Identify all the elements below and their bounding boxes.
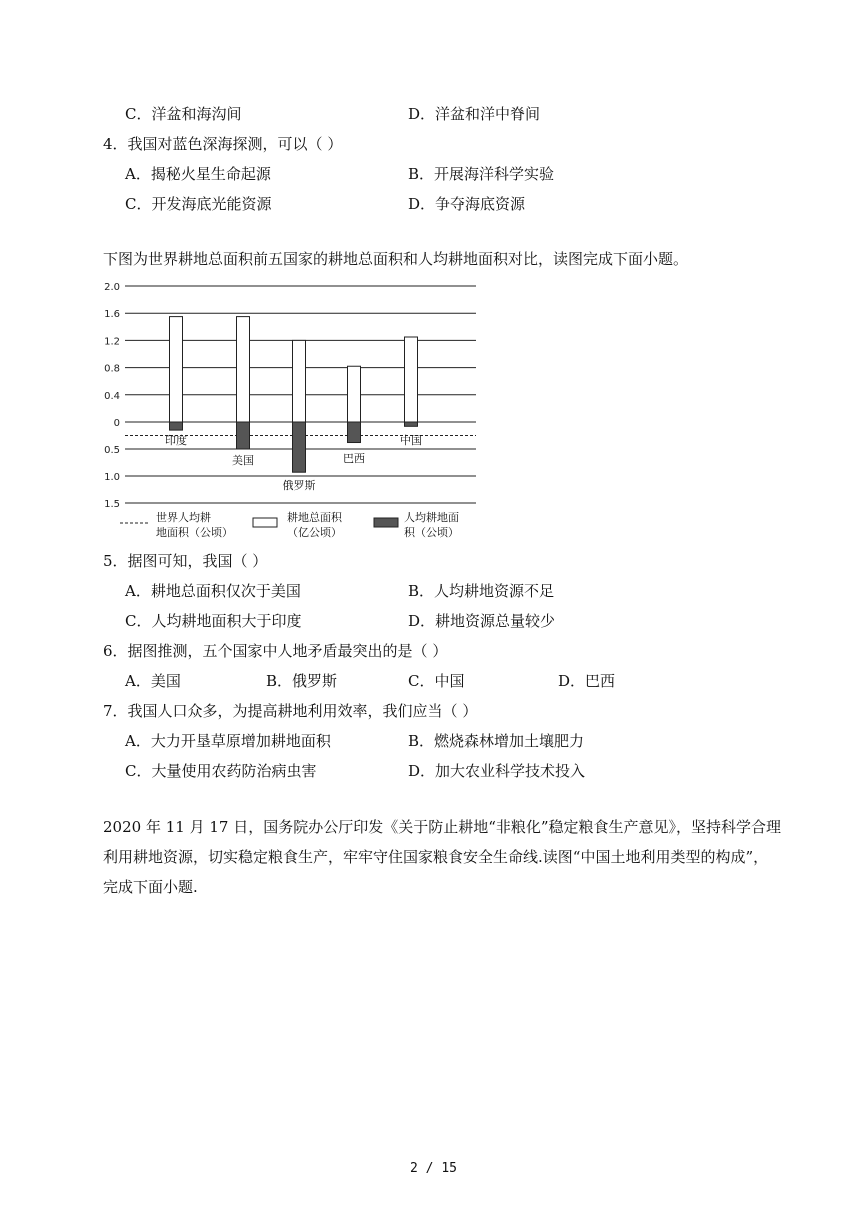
legend-label: 世界人均耕 (156, 511, 211, 524)
bar-total-1 (237, 317, 250, 422)
q5-option-d: D．耕地资源总量较少 (408, 612, 556, 630)
tick-label: 1.2 (104, 336, 120, 348)
legend-label: 人均耕地面 (404, 511, 459, 524)
tick-label: 1.6 (104, 309, 120, 321)
bar-total-2 (293, 340, 306, 422)
tick-label: 2.0 (104, 282, 120, 293)
q5-option-b: B．人均耕地资源不足 (408, 582, 555, 600)
category-label: 印度 (165, 434, 187, 447)
q6-option-a: A．美国 (125, 672, 181, 690)
q7-stem: 7．我国人口众多，为提高耕地利用效率，我们应当（ ） (103, 702, 478, 720)
bar-per-capita-2 (293, 422, 306, 472)
legend-label: 地面积（公顷） (156, 526, 233, 539)
bar-per-capita-4 (405, 422, 418, 426)
q6-option-b: B．俄罗斯 (266, 672, 338, 690)
q3-option-d: D．洋盆和洋中脊间 (408, 105, 541, 123)
page-number: 2 / 15 (410, 1161, 457, 1176)
tick-label: 0.5 (104, 445, 120, 456)
q7-option-c: C．大量使用农药防治病虫害 (125, 762, 317, 780)
legend-total-swatch (253, 518, 277, 527)
legend-label: 积（公顷） (404, 526, 459, 539)
bar-total-3 (348, 366, 361, 422)
tick-label: 1.0 (104, 472, 120, 483)
q6-stem: 6．据图推测，五个国家中人地矛盾最突出的是（ ） (103, 642, 448, 660)
q4-option-b: B．开展海洋科学实验 (408, 165, 555, 183)
q5-option-c: C．人均耕地面积大于印度 (125, 612, 302, 630)
tick-label: 0 (113, 418, 120, 429)
q7-option-b: B．燃烧森林增加土壤肥力 (408, 732, 585, 750)
chart-legend (120, 510, 459, 539)
category-label: 美国 (232, 454, 254, 467)
legend-label: （亿公顷） (287, 526, 342, 539)
q4-stem: 4．我国对蓝色深海探测，可以（ ） (103, 135, 343, 153)
q7-option-d: D．加大农业科学技术投入 (408, 762, 586, 780)
farmland-comparison-chart (100, 276, 480, 544)
category-label: 中国 (400, 434, 422, 447)
category-label: 巴西 (343, 452, 365, 465)
q4-option-d: D．争夺海底资源 (408, 195, 526, 213)
intro-next-questions: 2020 年 11 月 17 日，国务院办公厅印发《关于防止耕地“非粮化”稳定粮食生产意见》，坚持科学合理利用耕地资源，切实稳定粮食生产，牢牢守住国家粮食安全生命线.读图“中国土地利用类型的构成”，完成下面小题. (103, 818, 782, 896)
legend-per-capita-swatch (374, 518, 398, 527)
q3-option-c: C．洋盆和海沟间 (125, 105, 242, 123)
tick-label: 0.4 (104, 390, 120, 402)
q4-option-c: C．开发海底光能资源 (125, 195, 272, 213)
bar-per-capita-0 (170, 422, 183, 430)
bar-per-capita-3 (348, 422, 361, 443)
q6-option-d: D．巴西 (558, 672, 616, 690)
q5-stem: 5．据图可知，我国（ ） (103, 552, 268, 570)
bar-per-capita-1 (237, 422, 250, 449)
intro-questions-5-7: 下图为世界耕地总面积前五国家的耕地总面积和人均耕地面积对比，读图完成下面小题。 (103, 250, 689, 268)
q4-option-a: A．揭秘火星生命起源 (125, 165, 271, 183)
category-label: 俄罗斯 (282, 479, 316, 492)
legend-label: 耕地总面积 (287, 511, 342, 524)
bar-total-4 (405, 337, 418, 422)
q6-option-c: C．中国 (408, 672, 465, 690)
bar-total-0 (170, 317, 183, 422)
tick-label: 0.8 (104, 363, 120, 375)
tick-label: 1.5 (104, 499, 120, 510)
q7-option-a: A．大力开垦草原增加耕地面积 (125, 732, 331, 750)
q5-option-a: A．耕地总面积仅次于美国 (125, 582, 301, 600)
chart-tick-labels (104, 282, 120, 510)
